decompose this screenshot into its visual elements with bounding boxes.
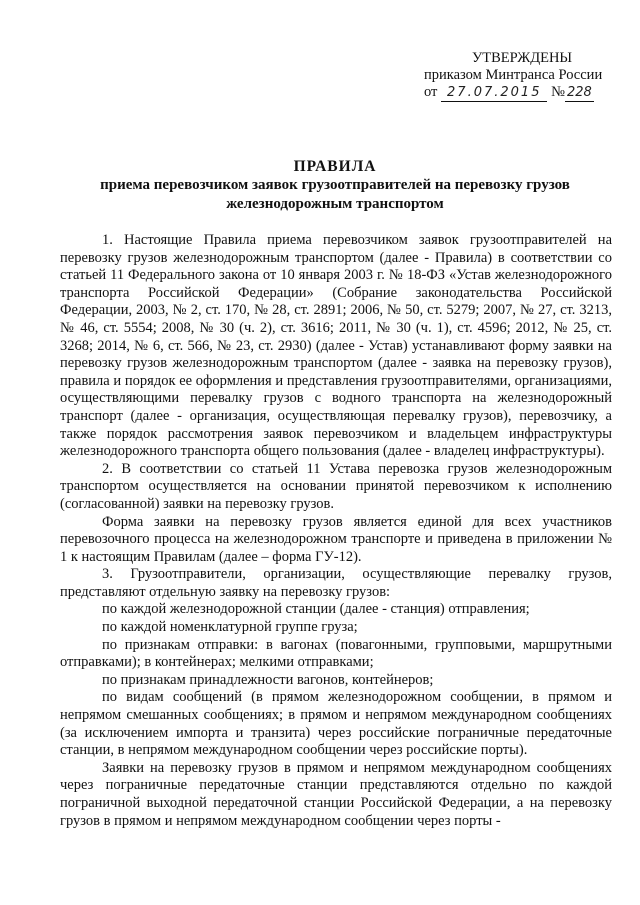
approval-order-line: приказом Минтранса России: [424, 67, 603, 83]
approval-stamp-block: [400, 50, 615, 102]
list-item: по признакам отправки: в вагонах (повагонными, групповыми, маршрутными отправками); в контейнерах; мелкими отправками;: [60, 636, 612, 671]
list-item: по видам сообщений (в прямом железнодорожном сообщении, в прямом и непрямом смешанных сообщениях; в прямом и непрямом международном сообщениях (за исключением импорта и транзита) через российские пограничные передаточные станции, в непрямом международном сообщении через российские порты).: [60, 689, 612, 759]
list-item: по признакам принадлежности вагонов, контейнеров;: [102, 671, 434, 688]
document-body: [60, 232, 612, 830]
approval-date-line: [424, 84, 615, 102]
paragraph-international: Заявки на перевозку грузов в прямом и непрямом международном сообщениях через пограничные передаточные станции представляются отдельно по каждой пограничной выходной передаточной станции Российской Федерации, а на перевозку грузов в прямом и непрямом международном сообщении через порты -: [60, 759, 612, 829]
paragraph-3: 3. Грузоотправители, организации, осуществляющие перевалку грузов, представляют отдельную заявку на перевозку грузов:: [60, 566, 612, 600]
title-subtitle: приема перевозчиком заявок грузоотправителей на перевозку грузов железнодорожным транспортом: [100, 177, 570, 212]
paragraph-2: 2. В соответствии со статьей 11 Устава перевозка грузов железнодорожным транспортом осуществляется на основании принятой перевозчиком к исполнению (согласованной) заявки на перевозку грузов.: [60, 460, 612, 512]
paragraph-form: Форма заявки на перевозку грузов является единой для всех участников перевозочного процесса на железнодорожном транспорте и приведена в приложении № 1 к настоящим Правилам (далее – форма ГУ-12).: [60, 513, 612, 565]
title-main: ПРАВИЛА: [293, 158, 377, 175]
paragraph-1: 1. Настоящие Правила приема перевозчиком заявок грузоотправителей на перевозку грузов железнодорожным транспортом (далее - Правила) в соответствии со статьей 11 Федерального закона от 10 января 2003 г. № 18-ФЗ «Устав железнодорожного транспорта Российской Федерации» (Собрание законодательства Российской Федерации, 2003, № 2, ст. 170, № 28, ст. 2891; 2006, № 50, ст. 5279; 2007, № 27, ст. 3213, № 46, ст. 5554; 2008, № 30 (ч. 2), ст. 3616; 2011, № 30 (ч. 1), ст. 4596; 2012, № 25, ст. 3268; 2014, № 6, ст. 566, № 23, ст. 2930) (далее - Устав) устанавливают форму заявки на перевозку грузов железнодорожным транспортом (далее - заявка на перевозку грузов), правила и порядок ее оформления и представления грузоотправителями, организациями, осуществляющими перевалку грузов с водного транспорта на железнодорожный транспорт (далее - организация, осуществляющая перевалку грузов), перевозчику, а также порядок рассмотрения заявок перевозчиком и владельцем инфраструктуры железнодорожного транспорта общего пользования (далее - владелец инфраструктуры).: [60, 232, 612, 460]
approval-heading: УТВЕРЖДЕНЫ: [472, 50, 573, 66]
approval-date-prefix: от: [424, 84, 438, 100]
handwritten-date: 27.07.2015: [441, 84, 547, 102]
list-item: по каждой номенклатурной группе груза;: [102, 619, 358, 636]
handwritten-order-number: 228: [566, 85, 592, 100]
document-title: [60, 157, 610, 214]
approval-number-prefix: №: [551, 84, 565, 100]
list-item: по каждой железнодорожной станции (далее - станция) отправления;: [102, 601, 530, 618]
